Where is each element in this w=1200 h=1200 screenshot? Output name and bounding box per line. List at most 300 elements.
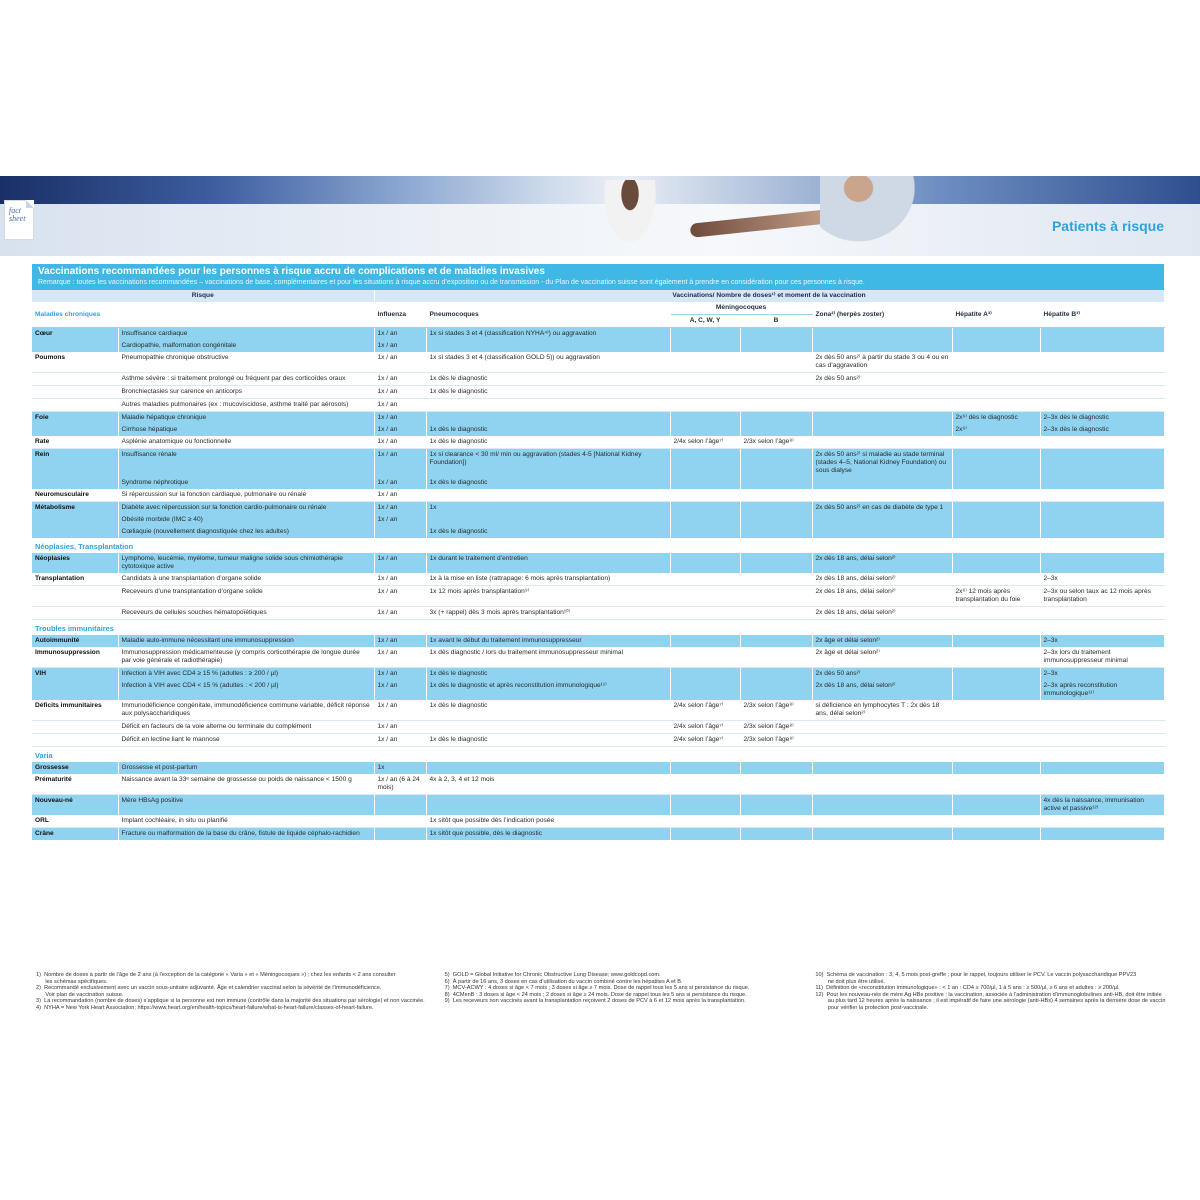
cell-menin-acwy [670,399,740,412]
cell-hepatite-b [1040,436,1164,449]
cell-menin-acwy [670,573,740,586]
cell-menin-acwy [670,762,740,774]
cell-hepatite-a: 2x⁶⁾ 12 mois après transplantation du foie [952,586,1040,607]
cell-zona [812,386,952,399]
cell-pneumocoques: 1x si clearance < 30 ml/ min ou aggravation (stades 4-5 [National Kidney Foundation]) [426,449,670,478]
section-row [32,747,1164,763]
cell-menin-acwy [670,514,740,526]
banner-photo-person-left [600,180,660,250]
cell-pneumocoques: 1x dès le diagnostic [426,526,670,538]
cell-hepatite-a [952,668,1040,681]
cell-risk: Autres maladies pulmonaires (ex : mucoviscidose, asthme traité par aérosols) [118,399,374,412]
cell-group: Crâne [32,828,118,841]
cell-group: Nouveau-né [32,795,118,816]
empty-cell [426,620,670,636]
cell-menin-acwy [670,668,740,681]
cell-menin-b: 2/3x selon l’âge⁸⁾ [740,700,812,721]
cell-influenza: 1x / an [374,373,426,386]
table-row [32,449,1164,478]
cell-zona [812,436,952,449]
empty-cell [670,620,740,636]
header-risk: Risque [32,290,374,302]
cell-group: Rate [32,436,118,449]
cell-zona: 2x dès 50 ans²⁾ si maladie au stade terminal (stades 4–5, National Kidney Foundation) ou sous dialyse [812,449,952,478]
cell-influenza: 1x / an (6 à 24 mois) [374,774,426,795]
cell-menin-acwy [670,328,740,341]
cell-hepatite-b [1040,352,1164,373]
cell-menin-b [740,680,812,700]
cell-hepatite-b [1040,734,1164,747]
cell-pneumocoques: 1x si stades 3 et 4 (classification GOLD 5)) ou aggravation [426,352,670,373]
table-heading [32,264,1164,290]
cell-zona: 2x dès 18 ans, délai selon²⁾ [812,553,952,573]
cell-zona [812,399,952,412]
cell-pneumocoques: 1x avant le début du traitement immunosuppresseur [426,635,670,647]
cell-hepatite-a [952,328,1040,341]
cell-risk: Immunosuppression médicamenteuse (y compris corticothérapie de longue durée par voie générale et radiothérapie) [118,647,374,668]
cell-group [32,477,118,489]
cell-pneumocoques: 1x dès le diagnostic [426,477,670,489]
cell-group [32,340,118,352]
cell-influenza: 1x / an [374,489,426,502]
table-row [32,489,1164,502]
cell-risk: Insuffisance rénale [118,449,374,478]
cell-hepatite-a [952,700,1040,721]
section-row [32,620,1164,636]
table-body [32,328,1164,841]
table-row [32,586,1164,607]
table-row [32,352,1164,373]
table-row [32,828,1164,841]
cell-risk: Cirrhose hépatique [118,424,374,436]
footnote-line: 4) NYHA = New York Heart Association; https://www.heart.org/en/health-topics/heart-failure/what-is-heart-failure/classes-of-heart-failure. [36,1004,374,1011]
empty-cell [740,747,812,763]
footnote-line: les schémas spécifiques. [36,978,108,985]
cell-zona [812,477,952,489]
cell-hepatite-b [1040,514,1164,526]
cell-influenza: 1x / an [374,514,426,526]
cell-influenza: 1x / an [374,734,426,747]
empty-cell [812,538,952,553]
cell-menin-b [740,647,812,668]
cell-hepatite-b [1040,373,1164,386]
cell-hepatite-a [952,373,1040,386]
header-influenza: Influenza [374,302,426,328]
cell-hepatite-a [952,386,1040,399]
cell-menin-b [740,477,812,489]
cell-group [32,424,118,436]
cell-group [32,526,118,538]
table-row [32,700,1164,721]
cell-group [32,514,118,526]
cell-menin-b [740,449,812,478]
footnote-line: 5) GOLD = Global Initiative for Chronic Obstructive Lung Disease; www.goldcopd.com. [444,972,661,978]
cell-menin-acwy [670,373,740,386]
section-title: Néoplasies, Transplantation [32,538,374,553]
cell-menin-b [740,553,812,573]
cell-pneumocoques [426,399,670,412]
cell-hepatite-b: 2–3x [1040,573,1164,586]
cell-pneumocoques: 1x dès le diagnostic [426,436,670,449]
cell-zona [812,412,952,425]
cell-risk: Asplénie anatomique ou fonctionnelle [118,436,374,449]
cell-risk: Implant cochléaire, in situ ou planifié [118,815,374,828]
section-maladies-chroniques: Maladies chroniques [32,302,374,328]
fact-sheet-word-2: sheet [9,214,26,223]
empty-cell [374,538,426,553]
cell-influenza: 1x / an [374,340,426,352]
table-row [32,734,1164,747]
cell-menin-acwy [670,340,740,352]
cell-risk: Naissance avant la 33ᵉ semaine de grossesse ou poids de naissance < 1500 g [118,774,374,795]
cell-risk: Candidats à une transplantation d’organe solide [118,573,374,586]
cell-menin-acwy [670,424,740,436]
cell-hepatite-b [1040,553,1164,573]
table-row [32,553,1164,573]
cell-pneumocoques [426,489,670,502]
cell-menin-acwy [670,586,740,607]
cell-hepatite-a [952,514,1040,526]
cell-group [32,399,118,412]
cell-hepatite-b [1040,828,1164,841]
footnote-line: 12) Pour les nouveau-nés de mère Ag HBs positive : la vaccination, associée à l’administration d’immunoglobulines anti-HB, doit être initiée [815,991,1162,998]
table-row [32,635,1164,647]
empty-cell [740,620,812,636]
cell-influenza [374,828,426,841]
footnote-line: 8) 4CMenB : 3 doses si âge < 24 mois ; 2 doses si âge ≥ 24 mois. Dose de rappel tous les 5 ans si persistance du risque. [444,991,747,998]
cell-menin-b [740,514,812,526]
cell-influenza: 1x / an [374,328,426,341]
cell-hepatite-a [952,815,1040,828]
cell-zona: 2x dès 50 ans²⁾ [812,668,952,681]
cell-menin-b [740,424,812,436]
footnote-line: 11) Définition de «reconstitution immunologique» : < 1 an : CD4 ≥ 700/µl, 1 à 5 ans : ≥ 500/µl, ≥ 6 ans et adultes : ≥ 200/µl. [815,985,1120,991]
cell-influenza: 1x / an [374,635,426,647]
cell-hepatite-a [952,774,1040,795]
cell-menin-acwy [670,502,740,515]
cell-pneumocoques: 1x dès le diagnostic [426,734,670,747]
cell-influenza: 1x / an [374,553,426,573]
cell-zona [812,774,952,795]
table-row [32,436,1164,449]
cell-menin-b [740,399,812,412]
cell-risk: Syndrome néphrotique [118,477,374,489]
cell-hepatite-b: 2–3x après reconstitution immunologique¹¹⁾ [1040,680,1164,700]
table-row [32,607,1164,620]
cell-influenza: 1x / an [374,647,426,668]
cell-hepatite-a [952,607,1040,620]
cell-pneumocoques: 4x à 2, 3, 4 et 12 mois [426,774,670,795]
cell-menin-b [740,412,812,425]
cell-influenza: 1x [374,762,426,774]
cell-menin-acwy: 2/4x selon l’âge⁷⁾ [670,700,740,721]
cell-menin-acwy [670,607,740,620]
cell-influenza: 1x / an [374,399,426,412]
footnote-line: 3) La recommandation (nombre de doses) s’applique si la personne est non immune (contrôle dans la majorité des situations par sérologie) et non vaccinée. [36,998,425,1004]
cell-hepatite-b [1040,328,1164,341]
cell-hepatite-b [1040,526,1164,538]
cell-zona [812,734,952,747]
cell-menin-b: 2/3x selon l’âge⁸⁾ [740,721,812,734]
cell-risk: Bronchiectasies sur carence en anticorps [118,386,374,399]
cell-group [32,734,118,747]
cell-hepatite-a [952,647,1040,668]
cell-hepatite-a [952,762,1040,774]
cell-hepatite-a [952,352,1040,373]
cell-menin-acwy [670,449,740,478]
fact-sheet-logo [4,200,34,240]
cell-menin-acwy: 2/4x selon l’âge⁷⁾ [670,734,740,747]
cell-hepatite-a [952,489,1040,502]
cell-menin-b [740,386,812,399]
cell-menin-acwy: 2/4x selon l’âge⁷⁾ [670,721,740,734]
empty-cell [952,747,1040,763]
cell-menin-b [740,762,812,774]
footnotes-column-3 [815,972,1166,1011]
cell-menin-b [740,573,812,586]
cell-zona [812,526,952,538]
cell-menin-b [740,340,812,352]
cell-influenza [374,795,426,816]
cell-menin-acwy [670,680,740,700]
cell-influenza: 1x / an [374,449,426,478]
cell-group: VIH [32,668,118,681]
cell-risk: Diabète avec répercussion sur la fonction cardio-pulmonaire ou rénale [118,502,374,515]
cell-menin-b [740,373,812,386]
cell-menin-b [740,635,812,647]
cell-pneumocoques [426,412,670,425]
cell-influenza: 1x / an [374,352,426,373]
footnote-line: 10) Schéma de vaccination : 3, 4, 5 mois post-greffe ; pour le rappel, toujours utiliser le PCV. Le vaccin polysaccharidique PPV23 [815,972,1137,978]
cell-hepatite-a: 2x⁶⁾ dès le diagnostic [952,412,1040,425]
table-row [32,721,1164,734]
cell-pneumocoques: 1x dès le diagnostic et après reconstitution immunologique¹¹⁾ [426,680,670,700]
cell-group: Prématurité [32,774,118,795]
cell-hepatite-b [1040,700,1164,721]
section-title: Varia [32,747,374,763]
cell-hepatite-a [952,573,1040,586]
header-meningocoques: Méningocoques [670,302,812,315]
cell-zona [812,795,952,816]
cell-menin-b [740,502,812,515]
cell-menin-acwy [670,815,740,828]
cell-menin-b: 2/3x selon l’âge⁸⁾ [740,436,812,449]
cell-risk: Maladie hépatique chronique [118,412,374,425]
section-title: Troubles immunitaires [32,620,374,636]
cell-menin-b [740,774,812,795]
cell-risk: Cardiopathie, malformation congénitale [118,340,374,352]
cell-group [32,386,118,399]
cell-risk: Pneumopathie chronique obstructive [118,352,374,373]
section-row [32,538,1164,553]
cell-hepatite-a [952,680,1040,700]
cell-pneumocoques [426,795,670,816]
table-header-row-2 [32,302,1164,315]
footnotes [36,972,1166,1011]
cell-zona: 2x dès 18 ans, délai selon²⁾ [812,607,952,620]
header-zona: Zona²⁾ (herpès zoster) [812,302,952,328]
cell-pneumocoques: 1x à la mise en liste (rattrapage: 6 mois après transplantation) [426,573,670,586]
cell-hepatite-b [1040,399,1164,412]
cell-zona [812,489,952,502]
empty-cell [1040,747,1164,763]
cell-influenza: 1x / an [374,436,426,449]
cell-menin-acwy [670,526,740,538]
table-row [32,795,1164,816]
cell-pneumocoques: 1x dès diagnostic / lors du traitement immunosuppresseur minimal [426,647,670,668]
cell-hepatite-a [952,399,1040,412]
cell-group: Grossesse [32,762,118,774]
cell-group: Autoimmunité [32,635,118,647]
cell-influenza: 1x / an [374,424,426,436]
cell-hepatite-a [952,449,1040,478]
cell-hepatite-b: 2–3x lors du traitement immunosuppresseur minimal [1040,647,1164,668]
cell-menin-acwy: 2/4x selon l’âge⁷⁾ [670,436,740,449]
cell-zona: 2x âge et délai selon²⁾ [812,635,952,647]
cell-pneumocoques [426,514,670,526]
table-row [32,424,1164,436]
cell-risk: Obésité morbide (IMC ≥ 40) [118,514,374,526]
table-title: Vaccinations recommandées pour les personnes à risque accru de complications et de maladies invasives [38,266,545,277]
cell-group: Transplantation [32,573,118,586]
cell-hepatite-b [1040,502,1164,515]
cell-hepatite-b [1040,340,1164,352]
cell-zona: 2x dès 50 ans²⁾ [812,373,952,386]
empty-cell [740,538,812,553]
cell-group: Déficits immunitaires [32,700,118,721]
cell-hepatite-b: 2–3x dès le diagnostic [1040,424,1164,436]
cell-hepatite-a [952,734,1040,747]
cell-risk: Déficit en lectine liant le mannose [118,734,374,747]
footnote-line: Voir plan de vaccination suisse. [36,991,124,998]
fact-sheet-word-1: fact [9,206,21,215]
cell-hepatite-a [952,502,1040,515]
cell-hepatite-a [952,828,1040,841]
cell-risk: Cœliaquie (nouvellement diagnostiquée chez les adultes) [118,526,374,538]
table-row [32,514,1164,526]
footnote-line: 1) Nombre de doses à partir de l’âge de 2 ans (à l’exception de la catégorie « Varia » et « Méningocoques ») ; chez les enfants < 2 ans consulter [36,972,396,978]
table-row [32,386,1164,399]
cell-risk: Insuffisance cardiaque [118,328,374,341]
cell-zona: si déficience en lymphocytes T : 2x dès 18 ans, délai selon²⁾ [812,700,952,721]
cell-influenza: 1x / an [374,477,426,489]
cell-group: Cœur [32,328,118,341]
empty-cell [952,538,1040,553]
cell-hepatite-a [952,721,1040,734]
cell-pneumocoques: 1x dès le diagnostic [426,668,670,681]
footnote-line: pour vérifier la protection post-vaccinale. [815,1004,929,1011]
table-row [32,815,1164,828]
cell-pneumocoques [426,340,670,352]
page-title: Patients à risque [1051,218,1164,234]
cell-hepatite-b [1040,774,1164,795]
cell-pneumocoques [426,762,670,774]
cell-hepatite-a: 2x⁶⁾ [952,424,1040,436]
cell-influenza: 1x / an [374,573,426,586]
cell-risk: Receveurs d’une transplantation d’organe solide [118,586,374,607]
header-hepatite-a: Hépatite A³⁾ [952,302,1040,328]
cell-menin-b [740,607,812,620]
cell-zona [812,828,952,841]
footnote-line: 7) MCV-ACWY : 4 doses si âge < 7 mois ; 3 doses si âge ≥ 7 mois. Dose de rappel tous les 5 ans si persistance du risque. [444,985,750,991]
table-row [32,668,1164,681]
vaccination-table [32,290,1165,840]
cell-influenza: 1x / an [374,680,426,700]
cell-zona: 2x dès 18 ans, délai selon²⁾ [812,573,952,586]
table-row [32,412,1164,425]
empty-cell [1040,538,1164,553]
cell-influenza [374,526,426,538]
cell-zona: 2x dès 18 ans, délai selon²⁾ [812,586,952,607]
cell-hepatite-a [952,526,1040,538]
empty-cell [812,747,952,763]
cell-risk: Si répercussion sur la fonction cardiaque, pulmonaire ou rénale [118,489,374,502]
cell-hepatite-a [952,635,1040,647]
cell-zona [812,815,952,828]
cell-risk: Déficit en facteurs de la voie alterne ou terminale du complément [118,721,374,734]
empty-cell [670,538,740,553]
cell-hepatite-a [952,553,1040,573]
cell-group [32,607,118,620]
cell-influenza: 1x / an [374,700,426,721]
cell-zona [812,762,952,774]
cell-menin-acwy [670,647,740,668]
footnote-line: 2) Recommandé exclusivement avec un vaccin sous-unitaire adjuvanté. Âge et calendrier vaccinal selon la sévérité de l’immunodéficience. [36,985,382,991]
cell-risk: Immunodéficience congénitale, immunodéficience commune variable, déficit réponse aux polysaccharidiques [118,700,374,721]
table-row [32,477,1164,489]
cell-hepatite-b [1040,815,1164,828]
cell-influenza: 1x / an [374,607,426,620]
cell-zona: 2x dès 50 ans²⁾ en cas de diabète de type 1 [812,502,952,515]
cell-menin-b [740,795,812,816]
cell-menin-acwy [670,635,740,647]
cell-risk: Infection à VIH avec CD4 ≥ 15 % (adultes : ≥ 200 / µl) [118,668,374,681]
cell-pneumocoques: 1x sitôt que possible, dès le diagnostic [426,828,670,841]
cell-influenza: 1x / an [374,502,426,515]
empty-cell [426,538,670,553]
cell-group [32,721,118,734]
header-vaccinations: Vaccinations/ Nombre de doses¹⁾ et moment de la vaccination [374,290,1164,302]
cell-pneumocoques: 1x si stades 3 et 4 (classification NYHA⁴⁾) ou aggravation [426,328,670,341]
header-menin-acwy: A, C, W, Y [670,315,740,328]
cell-menin-acwy [670,412,740,425]
table-row [32,502,1164,515]
cell-menin-b: 2/3x selon l’âge⁸⁾ [740,734,812,747]
cell-zona [812,424,952,436]
footnotes-column-1 [36,972,425,1011]
cell-risk: Maladie auto-immune nécessitant une immunosuppression [118,635,374,647]
footnote-line: au plus tard 12 heures après la naissance ; il est impératif de faire une sérologie (anti-HBs) 4 semaines après la dernière dose de vaccin [815,998,1166,1004]
cell-group: Métabolisme [32,502,118,515]
table-row [32,373,1164,386]
table-row [32,328,1164,341]
cell-hepatite-a [952,795,1040,816]
cell-risk: Infection à VIH avec CD4 < 15 % (adultes : < 200 / µl) [118,680,374,700]
cell-pneumocoques [426,721,670,734]
cell-risk: Mère HBsAg positive [118,795,374,816]
cell-group [32,373,118,386]
footnote-line: 6) À partir de 16 ans, 3 doses en cas d’utilisation du vaccin combiné contre les hépatites A et B. [444,978,683,985]
footnote-line: ne doit plus être utilisé. [815,978,885,985]
footnotes-column-2 [445,972,796,1011]
cell-menin-acwy [670,386,740,399]
cell-risk: Lymphome, leucémie, myélome, tumeur maligne solide sous chimiothérapie cytotoxique active [118,553,374,573]
cell-group [32,586,118,607]
cell-menin-acwy [670,477,740,489]
cell-hepatite-b [1040,386,1164,399]
cell-influenza: 1x / an [374,586,426,607]
empty-cell [812,620,952,636]
